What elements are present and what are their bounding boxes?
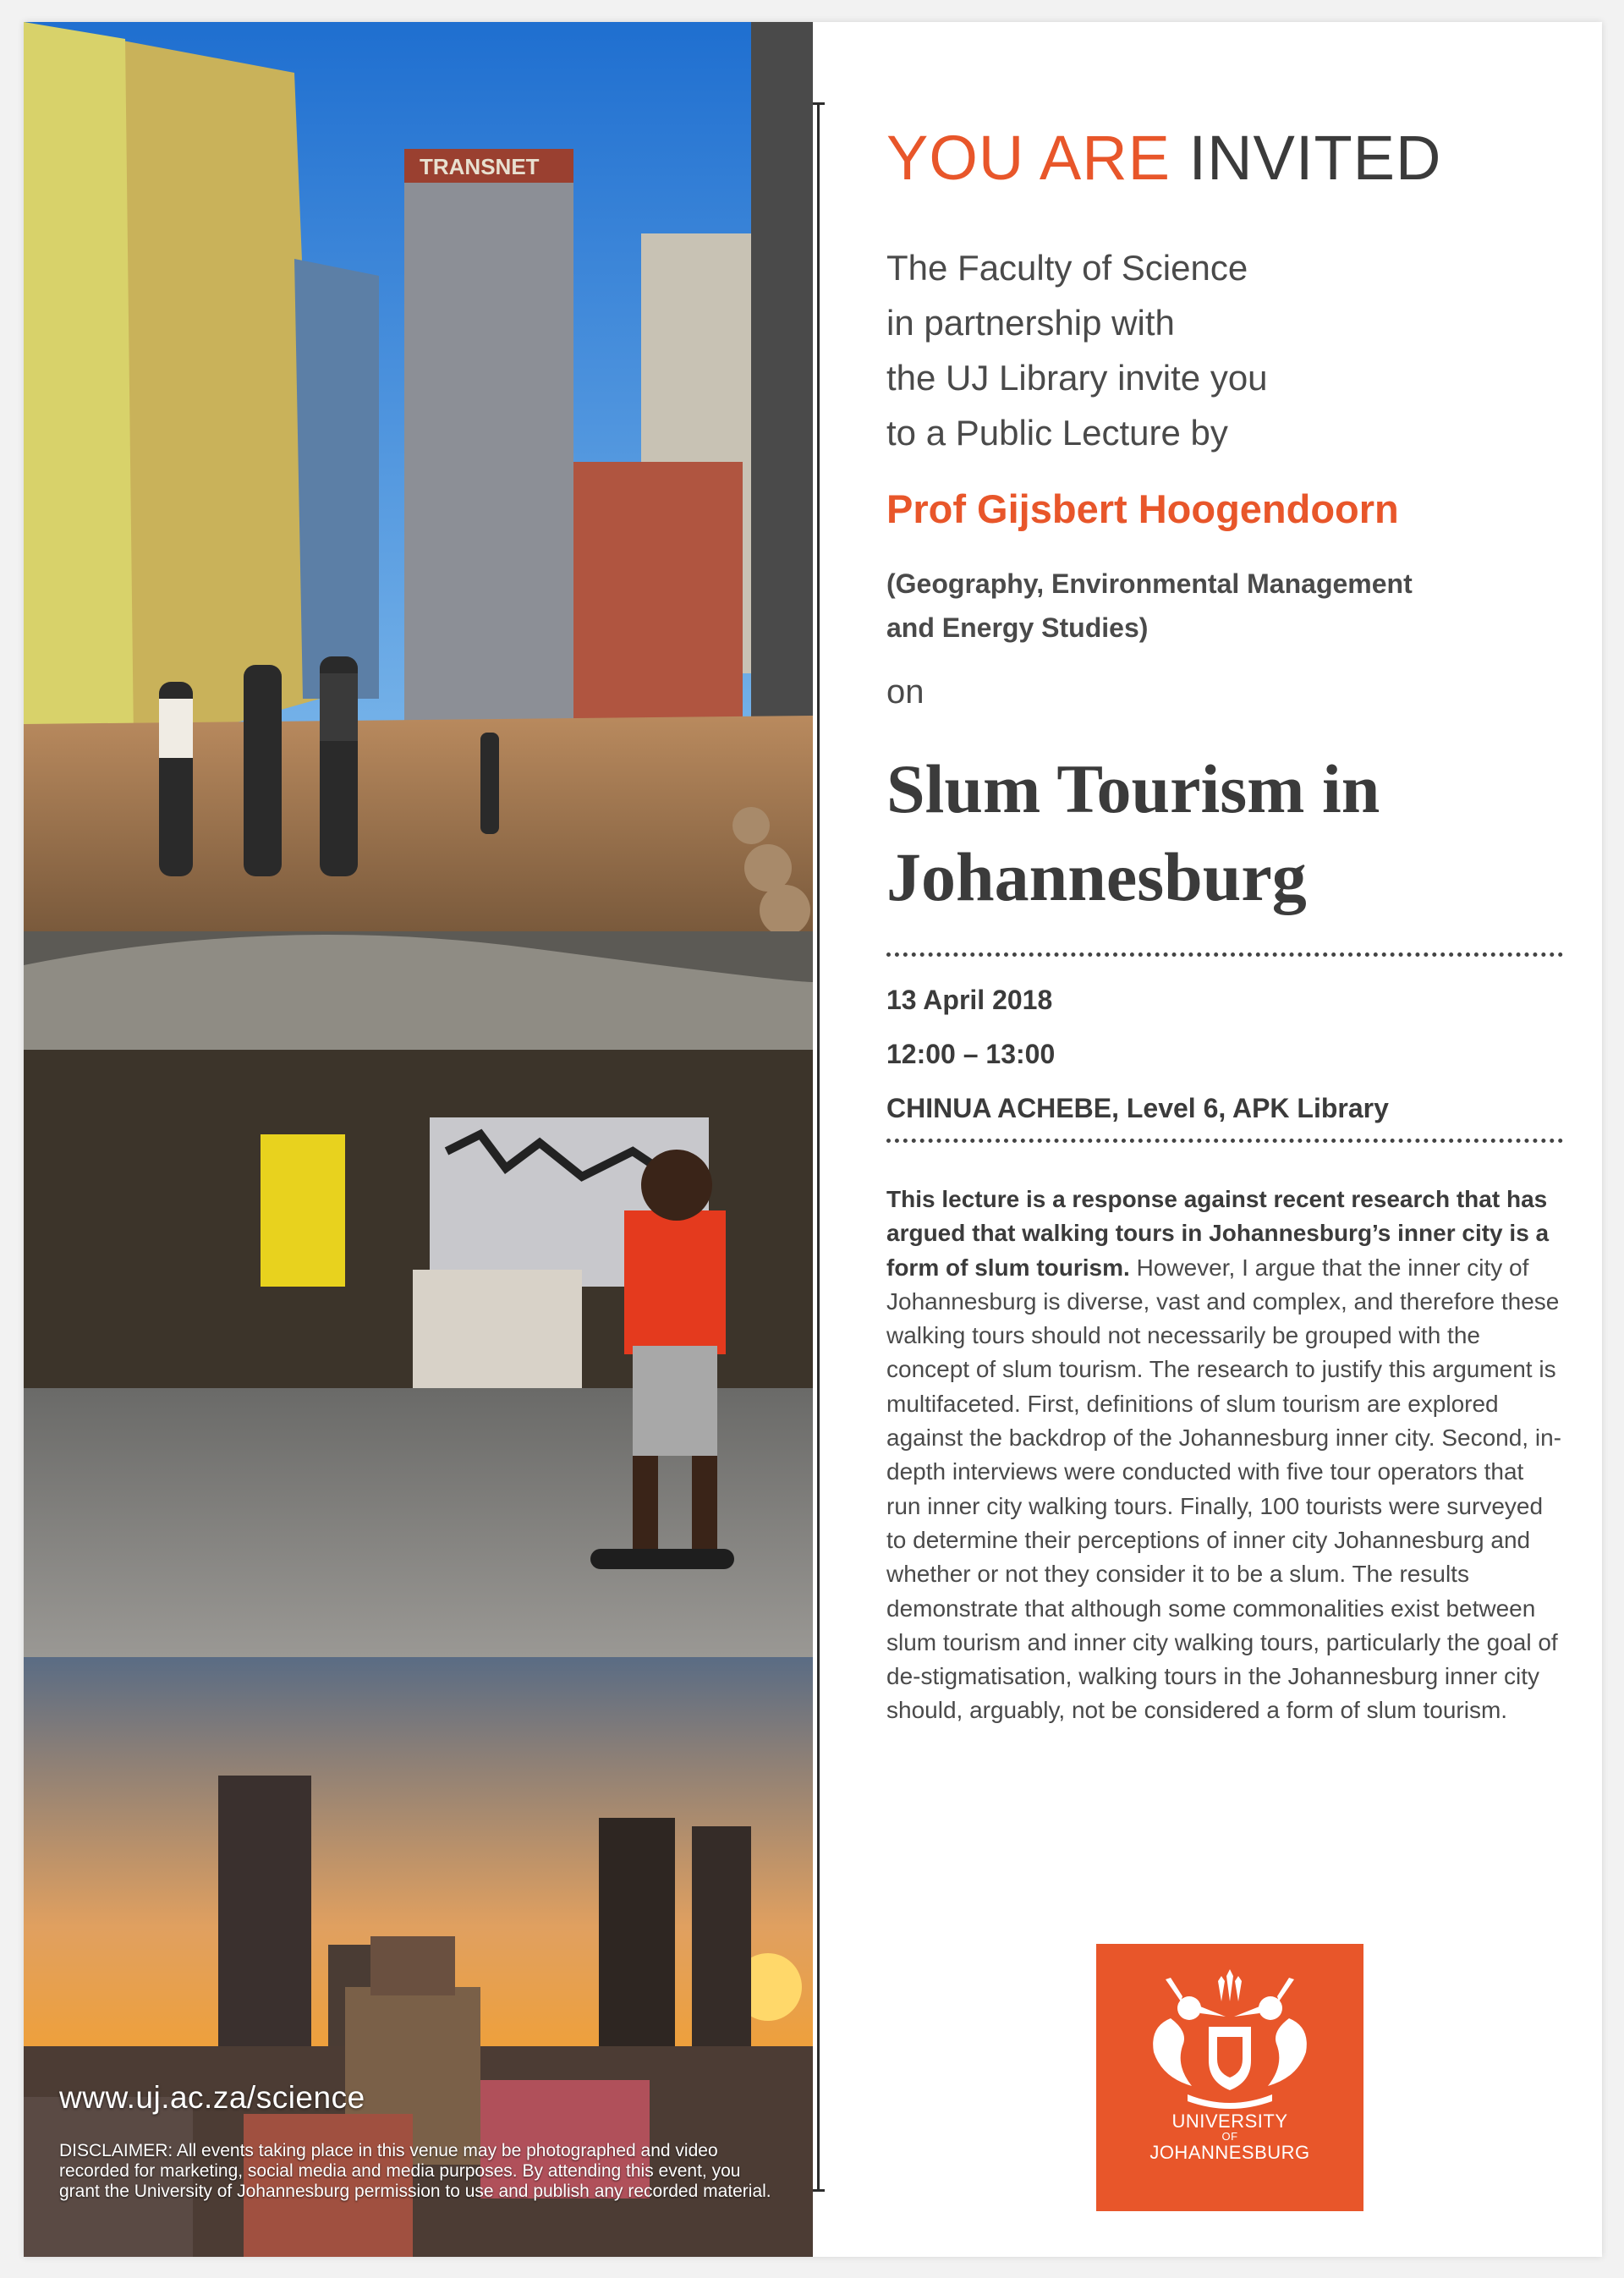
event-details: [886, 985, 1563, 1147]
intro-line: the UJ Library invite you: [886, 358, 1268, 398]
intro-line: in partnership with: [886, 303, 1175, 343]
website-url: www.uj.ac.za/science: [59, 2080, 365, 2115]
headline-rest: INVITED: [1171, 123, 1442, 193]
street-photo: [24, 22, 813, 931]
disclaimer: DISCLAIMER: All events taking place in this venue may be photographed and video recorded for marketing, social media and media purposes. By attending this event, you grant the University of Johannesburg permission to use and publish any recorded material.: [59, 2141, 771, 2201]
uj-logo: [1096, 1944, 1363, 2211]
abstract: [886, 1183, 1563, 1728]
abstract-lead: This lecture is a response against recent research that has argued that walking tours in Johannesburg’s inner city is a form of slum tourism.: [886, 1186, 1550, 1281]
logo-line-university: UNIVERSITY: [1171, 2111, 1288, 2132]
photo-column: [24, 22, 813, 2257]
department: [886, 562, 1563, 650]
headline: [886, 122, 1441, 194]
sign-text: TRANSNET: [420, 154, 540, 179]
dotted-divider: [886, 1139, 1563, 1143]
logo-line-of: OF: [1221, 2130, 1238, 2143]
speaker-name: Prof Gijsbert Hoogendoorn: [886, 486, 1399, 531]
title-line: Slum Tourism in: [886, 750, 1380, 827]
event-venue: CHINUA ACHEBE, Level 6, APK Library: [886, 1093, 1389, 1123]
intro-line: to a Public Lecture by: [886, 413, 1228, 453]
event-date: 13 April 2018: [886, 985, 1053, 1015]
intro-line: The Faculty of Science: [886, 248, 1248, 288]
lecture-title: [886, 745, 1563, 921]
headline-highlight: YOU ARE: [886, 123, 1171, 193]
logo-line-johannesburg: JOHANNESBURG: [1149, 2142, 1310, 2163]
divider-rule: [817, 102, 820, 2192]
intro-text: [886, 240, 1563, 460]
invitation-poster: [24, 22, 1602, 2257]
event-time: 12:00 – 13:00: [886, 1039, 1056, 1069]
logo-wordmark: [1096, 2111, 1363, 2162]
title-line: Johannesburg: [886, 838, 1307, 915]
dotted-divider: [886, 952, 1563, 957]
abstract-body: However, I argue that the inner city of Johannesburg is diverse, vast and complex, and therefore these walking tours should not necessarily be grouped with the concept of slum tourism. The research to justify this argument is multifaceted. First, definitions of slum tourism are explored against the backdrop of the Johannesburg inner city. Second, in-depth interviews were conducted with five tour operators that run inner city walking tours. Finally, 100 tourists were surveyed to determine their perceptions of inner city Johannesburg and whether or not they consider it to be a slum. The results demonstrate that although some commonalities exist between slum tourism and inner city walking tours, particularly the goal of de-stigmatisation, walking tours in the Johannesburg inner city should, arguably, not be considered a form of slum tourism.: [886, 1254, 1561, 1724]
department-line: and Energy Studies): [886, 612, 1149, 643]
on-label: on: [886, 673, 924, 711]
skateboard-photo: [24, 931, 813, 1657]
hoopoe-crest-icon: [1137, 1968, 1323, 2111]
department-line: (Geography, Environmental Management: [886, 568, 1413, 599]
